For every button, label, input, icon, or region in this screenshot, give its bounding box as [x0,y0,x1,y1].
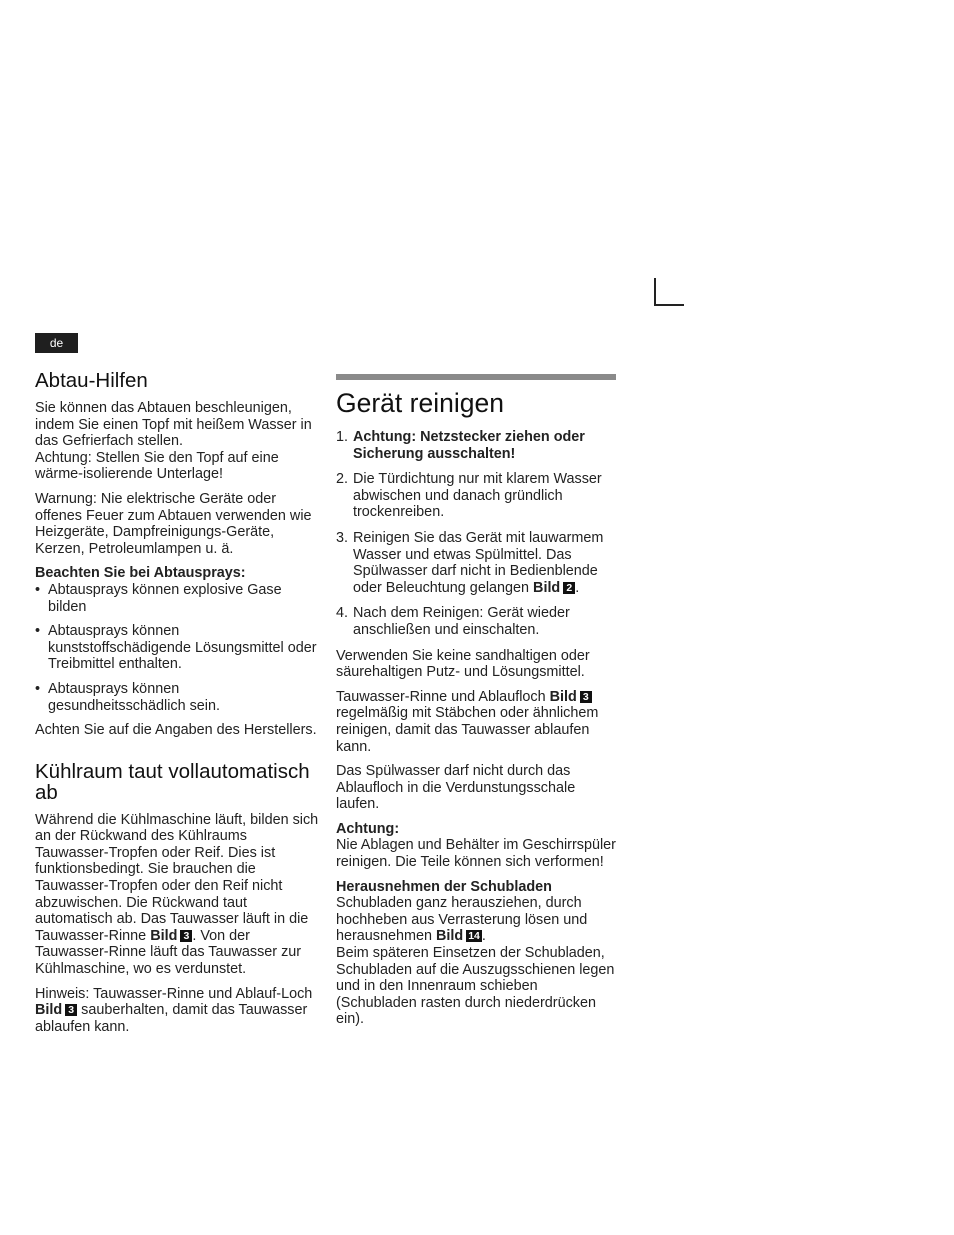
section-title-kuehlraum: Kühlraum taut vollautomatisch ab [35,759,310,804]
figure-ref-label: Bild [35,1002,63,1019]
language-tab: de [35,333,78,353]
cleaning-steps-list [336,429,621,639]
bullet-icon: • [35,680,41,697]
section-title-abtau-hilfen: Abtau-Hilfen [35,369,148,392]
figure-ref-label: Bild [533,579,561,596]
abtau-paragraph-1a: Sie können das Abtauen beschleunigen, indem Sie einen Topf mit heißem Wasser in das Gefrierfach stellen. [35,400,312,450]
figure-ref-label: Bild [436,928,464,945]
bullet-icon: • [35,623,41,640]
figure-number-badge: 14 [468,930,480,943]
achtung-block [336,821,621,871]
section-title-geraet-reinigen: Gerät reinigen [336,388,504,418]
abtau-bullet-list [35,582,320,714]
reinigen-paragraph-2: Tauwasser-Rinne und Ablaufloch Bild 3 regelmäßig mit Stäbchen oder ähnlichem reinigen, damit das Tauwasser ablaufen kann. [336,688,599,755]
list-item: 2. Die Türdichtung nur mit klarem Wasser abwischen und danach gründlich trockenreiben. [336,471,602,521]
abtau-paragraph-1 [35,400,320,483]
abtau-paragraph-1b: Achtung: Stellen Sie den Topf auf eine wärme-isolierende Unterlage! [35,449,279,483]
crop-mark-vertical [654,278,656,306]
schubladen-paragraph: Schubladen ganz herausziehen, durch hochheben aus Verrasterung lösen und herausnehmen Bild 14 . Beim späteren Einsetzen der Schubladen, Schubladen auf die Auszugsschienen legen und in den Innenraum schieben (Schubladen rasten durch niederdrücken ein). [336,895,615,1028]
reinigen-paragraph-1: Verwenden Sie keine sandhaltigen oder säurehaltigen Putz- und Lösungsmittel. [336,647,590,681]
figure-number-badge: 3 [65,1004,77,1016]
schubladen-heading: Herausnehmen der Schubladen [336,878,552,895]
figure-ref-label: Bild [150,927,178,944]
heading-rule [336,374,616,380]
crop-mark-horizontal [654,304,684,306]
bullet-icon: • [35,581,41,598]
abtau-subheading: Beachten Sie bei Abtausprays: [35,565,246,582]
kuehl-paragraph-1: Während die Kühlmaschine läuft, bilden sich an der Rückwand des Kühlraums Tauwasser-Tropfen oder Reif. Dies ist funktionsbedingt. Sie brauchen die Tauwasser-Tropfen oder den Reif nicht abzuwischen. Die Rückwand taut automatisch ab. Das Tauwasser läuft in die Tauwasser-Rinne Bild 3 . Von der Tauwasser-Rinne läuft das Tauwasser zur Kühlmaschine, wo es verdunstet. [35,811,319,978]
list-item: 4. Nach dem Reinigen: Gerät wieder anschließen und einschalten. [336,605,570,638]
left-column [35,370,320,1043]
figure-ref-label: Bild [549,688,577,705]
list-item: • Abtausprays können kunststoffschädigende Lösungsmittel oder Treibmittel enthalten. [35,623,317,673]
list-item: • Abtausprays können gesundheitsschädlich sein. [35,680,220,714]
figure-number-badge: 2 [563,582,575,594]
abtau-warning: Warnung: Nie elektrische Geräte oder offenes Feuer zum Abtauen verwenden wie Heizgeräte, Dampfreinigungs-Geräte, Kerzen, Petroleumlampen u. ä. [35,490,312,557]
kuehl-paragraph-2: Hinweis: Tauwasser-Rinne und Ablauf-Loch Bild 3 sauberhalten, damit das Tauwasser ablaufen kann. [35,985,313,1035]
abtau-paragraph-3: Achten Sie auf die Angaben des Herstellers. [35,722,317,739]
list-item: 3. Reinigen Sie das Gerät mit lauwarmem Wasser und etwas Spülmittel. Das Spülwasser darf nicht in Bedienblende oder Beleuchtung gelangen Bild 2 . [336,529,604,596]
right-column [336,370,621,1036]
figure-number-badge: 3 [580,691,592,703]
list-item: • Abtausprays können explosive Gase bilden [35,581,282,615]
figure-number-badge: 3 [180,930,192,942]
reinigen-paragraph-3: Das Spülwasser darf nicht durch das Ablaufloch in die Verdunstungsschale laufen. [336,763,576,813]
achtung-text: Nie Ablagen und Behälter im Geschirrspüler reinigen. Die Teile können sich verformen! [336,837,616,871]
list-item: 1. Achtung: Netzstecker ziehen oder Sicherung ausschalten! [336,429,585,462]
achtung-heading: Achtung: [336,820,400,837]
